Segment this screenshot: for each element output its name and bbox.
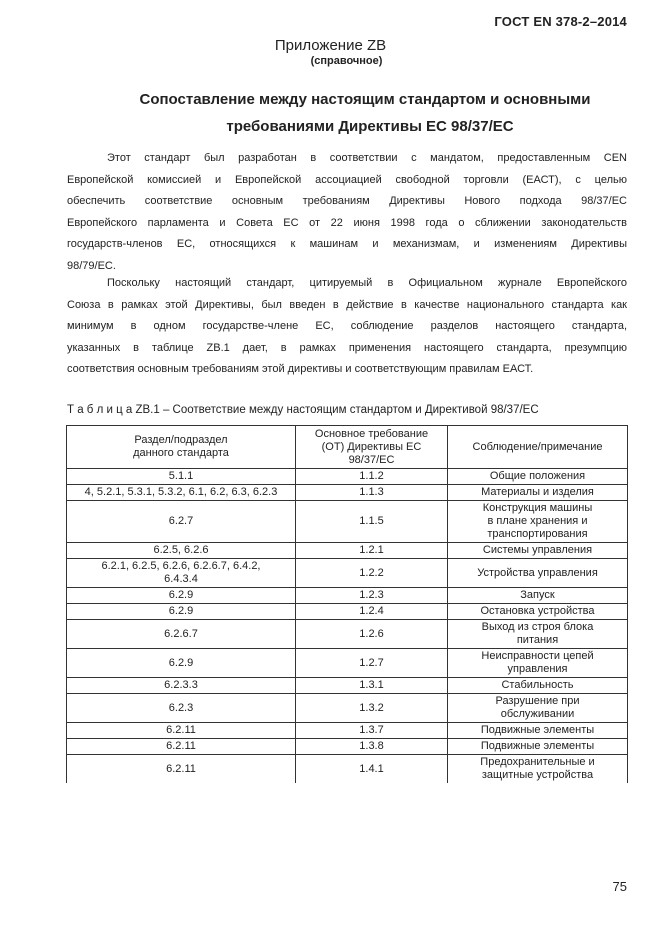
- cell-section: 6.2.1, 6.2.5, 6.2.6, 6.2.6.7, 6.4.2, 6.4.3.4: [67, 559, 296, 588]
- appendix-subtitle: (справочное): [310, 55, 383, 67]
- paragraph-line: 98/79/ЕС.: [67, 259, 116, 272]
- appendix-title: Приложение ZB: [274, 37, 387, 54]
- cell-requirement: 1.1.3: [296, 485, 448, 501]
- cell-section: 6.2.6.7: [67, 620, 296, 649]
- cell-section: 5.1.1: [67, 469, 296, 485]
- cell-requirement: 1.4.1: [296, 755, 448, 784]
- paragraph-line: Европейской комиссией и Европейской ассоциацией свободной торговли (ЕАСТ), с целью: [67, 173, 627, 186]
- cell-requirement: 1.2.4: [296, 604, 448, 620]
- paragraph-line: государств-членов ЕС, относящихся к машинам и механизмам, и изменениям Директивы: [67, 238, 627, 251]
- correspondence-table: [66, 425, 628, 783]
- table-row: [67, 620, 628, 649]
- cell-compliance: Подвижные элементы: [448, 723, 628, 739]
- table-row: [67, 739, 628, 755]
- table-row: [67, 755, 628, 784]
- paragraph-presumption: [67, 273, 627, 381]
- cell-section: 4, 5.2.1, 5.3.1, 5.3.2, 6.1, 6.2, 6.3, 6.2.3: [67, 485, 296, 501]
- cell-requirement: 1.3.7: [296, 723, 448, 739]
- cell-compliance: Устройства управления: [448, 559, 628, 588]
- cell-compliance: Остановка устройства: [448, 604, 628, 620]
- main-title-line2: требованиями Директивы ЕС 98/37/ЕС: [226, 118, 514, 135]
- table-row: [67, 649, 628, 678]
- table-row: [67, 604, 628, 620]
- paragraph-line: Союза в рамках этой Директивы, был введен в действие в качестве национального стандарта как: [67, 298, 627, 311]
- table-row: [67, 469, 628, 485]
- cell-section: 6.2.9: [67, 649, 296, 678]
- cell-requirement: 1.2.7: [296, 649, 448, 678]
- table-row: [67, 543, 628, 559]
- cell-compliance: Общие положения: [448, 469, 628, 485]
- page-number: 75: [612, 879, 627, 894]
- header-requirement: Основное требование (ОТ) Директивы ЕС 98/37/ЕС: [296, 426, 448, 469]
- cell-section: 6.2.3.3: [67, 678, 296, 694]
- table-body: [67, 469, 628, 784]
- cell-requirement: 1.2.6: [296, 620, 448, 649]
- cell-requirement: 1.3.2: [296, 694, 448, 723]
- paragraph-line: соответствия основным требованиям этой директивы и соответствующим правилам ЕАСТ.: [67, 363, 534, 376]
- table-header-row: [67, 426, 628, 469]
- cell-compliance: Подвижные элементы: [448, 739, 628, 755]
- cell-section: 6.2.7: [67, 501, 296, 543]
- cell-compliance: Выход из строя блока питания: [448, 620, 628, 649]
- main-title-line1: Сопоставление между настоящим стандартом и основными: [139, 91, 591, 108]
- table-caption: Т а б л и ц а ZB.1 – Соответствие между настоящим стандартом и Директивой 98/37/ЕС: [67, 404, 539, 416]
- table-row: [67, 723, 628, 739]
- paragraph-line: Этот стандарт был разработан в соответствии с мандатом, предоставленным CEN: [107, 152, 627, 164]
- cell-requirement: 1.3.8: [296, 739, 448, 755]
- cell-requirement: 1.3.1: [296, 678, 448, 694]
- header-compliance: Соблюдение/примечание: [448, 426, 628, 469]
- paragraph-line: минимум в одном государстве-члене ЕС, соблюдение разделов настоящего стандарта,: [67, 320, 627, 333]
- table-row: [67, 485, 628, 501]
- cell-requirement: 1.1.2: [296, 469, 448, 485]
- paragraph-line: Европейского парламента и Совета ЕС от 22 июня 1998 года о сближении законодательств: [67, 216, 627, 229]
- cell-requirement: 1.1.5: [296, 501, 448, 543]
- header-section: Раздел/подраздел данного стандарта: [67, 426, 296, 469]
- cell-requirement: 1.2.3: [296, 588, 448, 604]
- cell-requirement: 1.2.1: [296, 543, 448, 559]
- cell-compliance: Разрушение при обслуживании: [448, 694, 628, 723]
- cell-compliance: Материалы и изделия: [448, 485, 628, 501]
- cell-section: 6.2.11: [67, 755, 296, 784]
- cell-compliance: Конструкция машины в плане хранения и транспортирования: [448, 501, 628, 543]
- cell-section: 6.2.5, 6.2.6: [67, 543, 296, 559]
- table-row: [67, 559, 628, 588]
- table-row: [67, 694, 628, 723]
- cell-section: 6.2.3: [67, 694, 296, 723]
- paragraph-mandate: [67, 148, 627, 278]
- paragraph-line: указанных в таблице ZB.1 дает, в рамках применения настоящего стандарта, презумпцию: [67, 341, 627, 354]
- table-row: [67, 678, 628, 694]
- table-row: [67, 588, 628, 604]
- paragraph-line: Поскольку настоящий стандарт, цитируемый в Официальном журнале Европейского: [107, 277, 627, 289]
- cell-compliance: Предохранительные и защитные устройства: [448, 755, 628, 784]
- cell-compliance: Системы управления: [448, 543, 628, 559]
- cell-compliance: Стабильность: [448, 678, 628, 694]
- table-row: [67, 501, 628, 543]
- cell-section: 6.2.9: [67, 588, 296, 604]
- cell-compliance: Неисправности цепей управления: [448, 649, 628, 678]
- cell-requirement: 1.2.2: [296, 559, 448, 588]
- cell-section: 6.2.9: [67, 604, 296, 620]
- standard-code: ГОСТ EN 378-2–2014: [494, 14, 627, 29]
- cell-compliance: Запуск: [448, 588, 628, 604]
- paragraph-line: обеспечить соответствие основным требованиям Директивы Нового подхода 98/37/ЕС: [67, 195, 627, 208]
- cell-section: 6.2.11: [67, 723, 296, 739]
- cell-section: 6.2.11: [67, 739, 296, 755]
